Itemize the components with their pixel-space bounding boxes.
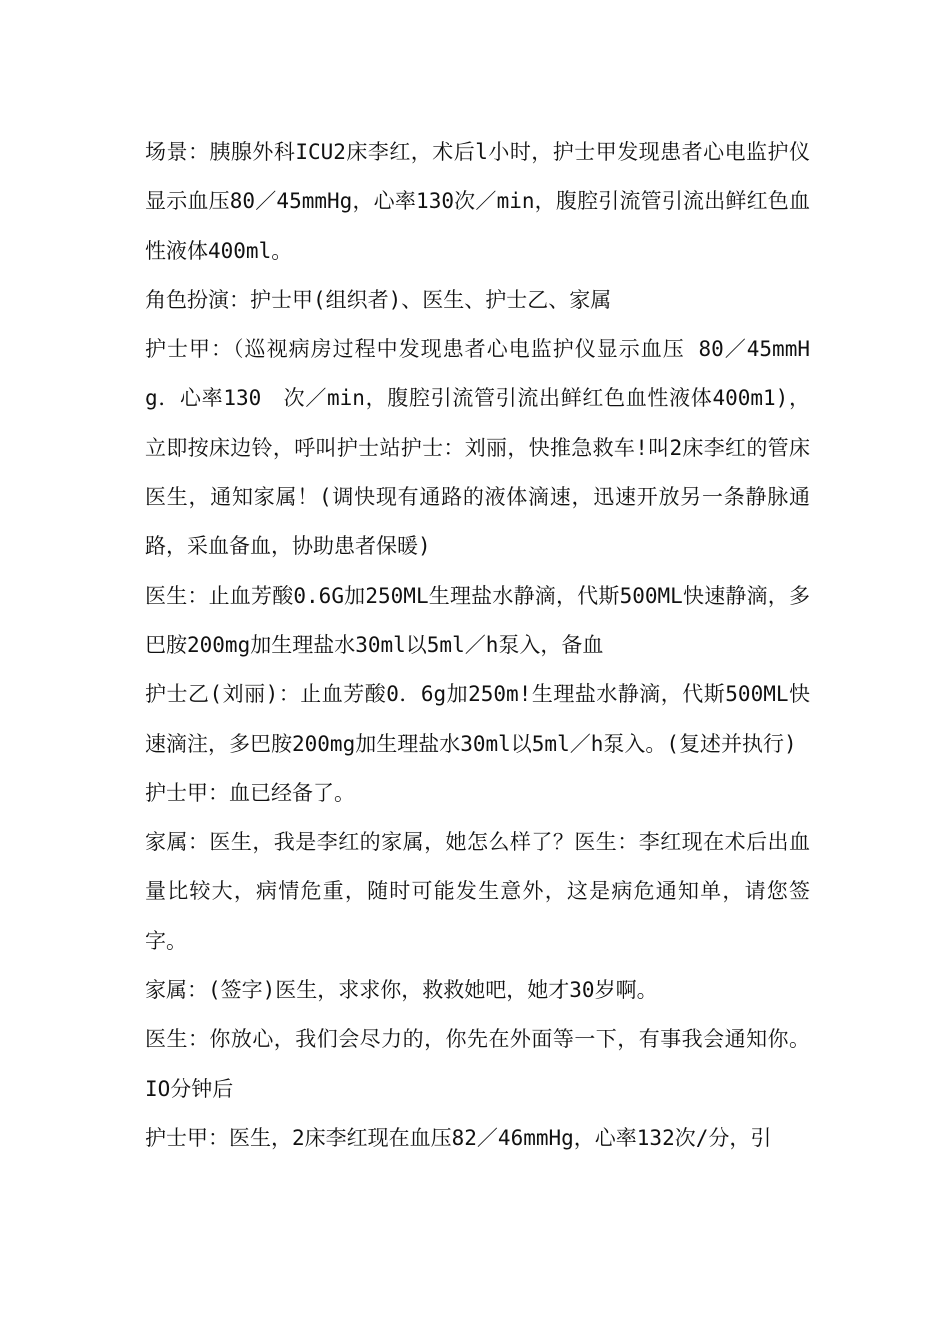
paragraph-nurse-b-1: 护士乙(刘丽)：止血芳酸0．6g加250m!生理盐水静滴，代斯500ML快速滴注，多巴胺200mg加生理盐水30ml以5ml／h泵入。(复述并执行)	[145, 682, 810, 756]
paragraph-family-2: 家属：(签字)医生，求求你，救救她吧，她才30岁啊。	[145, 978, 658, 1003]
paragraph-nurse-a-2: 护士甲：血已经备了。	[145, 780, 355, 805]
document-body	[145, 128, 810, 1163]
paragraph-family-1: 家属：医生，我是李红的家属，她怎么样了？医生：李红现在术后出血量比较大，病情危重，随时可能发生意外，这是病危通知单，请您签字。	[145, 830, 810, 953]
paragraph-doctor-2: 医生：你放心，我们会尽力的，你先在外面等一下，有事我会通知你。 IO分钟后	[145, 1027, 810, 1101]
paragraph-doctor-1: 医生：止血芳酸0.6G加250ML生理盐水静滴，代斯500ML快速静滴，多巴胺200mg加生理盐水30ml以5ml／h泵入，备血	[145, 583, 810, 657]
paragraph-nurse-a-1: 护士甲：（巡视病房过程中发现患者心电监护仪显示血压 80／45mmHg．心率130 次／min，腹腔引流管引流出鲜红色血性液体400m1)，立即按床边铃，呼叫护士站护士：刘丽，快推急救车!叫2床李红的管床医生，通知家属！(调快现有通路的液体滴速，迅速开放另一条静脉通路，采血备血，协助患者保暖)	[145, 337, 810, 559]
paragraph-scene: 场景：胰腺外科ICU2床李红，术后l小时，护士甲发现患者心电监护仪显示血压80／45mmHg，心率130次／min，腹腔引流管引流出鲜红色血性液体400ml。	[145, 140, 810, 263]
paragraph-nurse-a-3: 护士甲：医生，2床李红现在血压82／46mmHg，心率132次/分，引	[145, 1125, 772, 1150]
paragraph-roles: 角色扮演：护士甲(组织者)、医生、护士乙、家属	[145, 287, 612, 312]
